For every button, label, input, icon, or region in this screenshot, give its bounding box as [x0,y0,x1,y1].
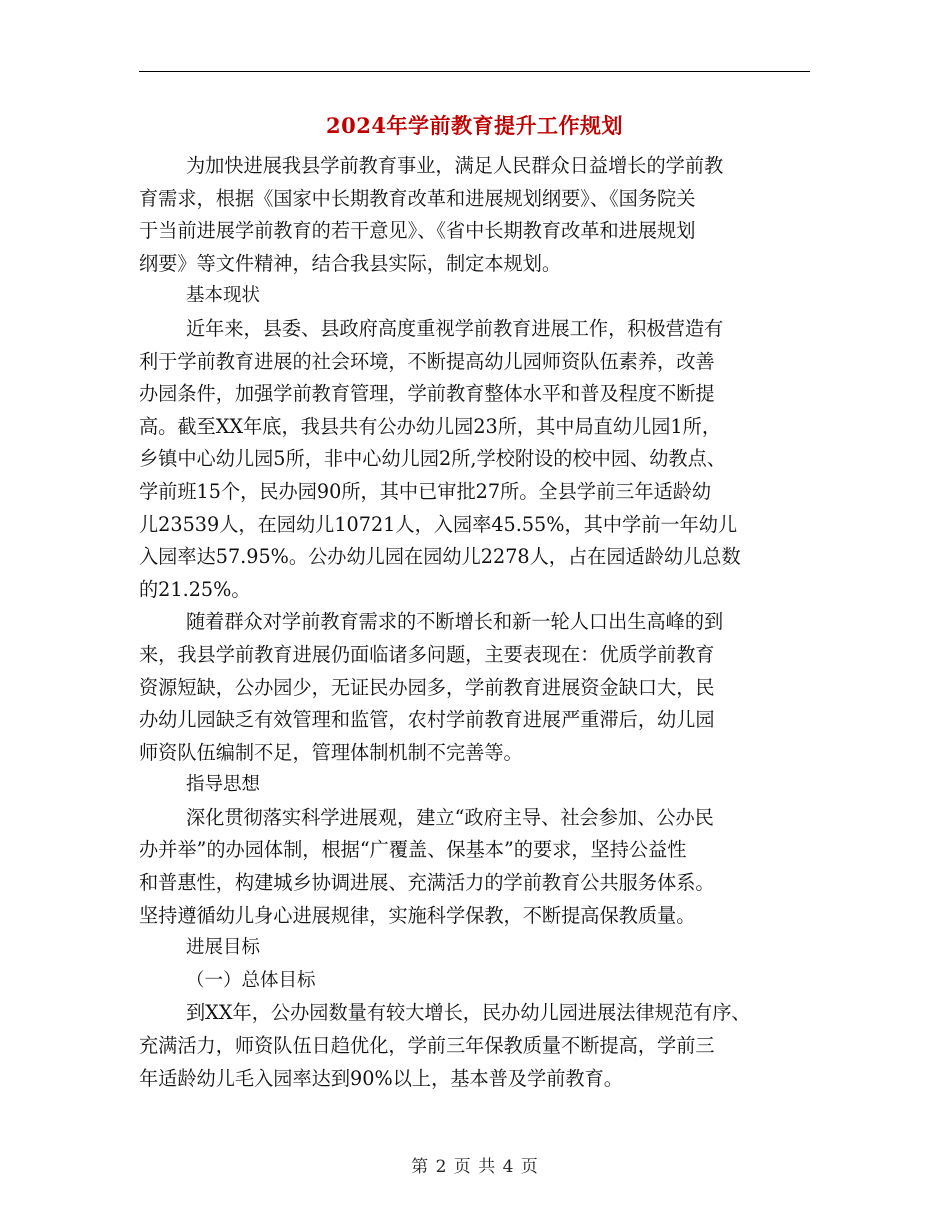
ideology-paragraph-line: 坚持遵循幼儿身心进展规律，实施科学保教，不断提高保教质量。 [139,903,696,927]
document-body [139,150,810,1095]
section-heading-development-goals: 进展目标 [186,937,261,959]
status-paragraph-line: 办园条件，加强学前教育管理，学前教育整体水平和普及程度不断提 [139,382,715,406]
document-title: 2024年学前教育提升工作规划 [326,113,623,138]
intro-paragraph-line: 育需求，根据《国家中长期教育改革和进展规划纲要》、《国务院关 [139,186,696,210]
status-paragraph-line: 学前班15个，民办园90所，其中已审批27所。全县学前三年适龄幼 [139,479,712,503]
problems-paragraph-line: 资源短缺，公办园少，无证民办园多，学前教育进展资金缺口大，民 [139,675,715,699]
status-paragraph-line: 乡镇中心幼儿园5所，非中心幼儿园2所,学校附设的校中园、幼教点、 [139,447,726,471]
header-rule [139,71,810,72]
intro-paragraph-line: 纲要》等文件精神，结合我县实际，制定本规划。 [139,251,562,275]
status-paragraph-line: 利于学前教育进展的社会环境，不断提高幼儿园师资队伍素养，改善 [139,349,715,373]
status-paragraph-line: 儿23539人，在园幼儿10721人，入园率45.55%，其中学前一年幼儿 [139,512,738,536]
section-heading-guiding-ideology: 指导思想 [186,774,261,796]
ideology-paragraph-line: 和普惠性，构建城乡协调进展、充满活力的学前教育公共服务体系。 [139,871,715,895]
problems-paragraph-line: 师资队伍编制不足，管理体制机制不完善等。 [139,740,523,764]
subsection-heading-overall-goal: （一）总体目标 [186,969,316,991]
problems-paragraph-line: 随着群众对学前教育需求的不断增长和新一轮人口出生高峰的到 [186,610,724,634]
status-paragraph-line: 的21.25%。 [139,577,251,601]
problems-paragraph-line: 来，我县学前教育进展仍面临诸多问题，主要表现在：优质学前教育 [139,642,715,666]
ideology-paragraph-line: 办并举”的办园体制，根据“广覆盖、保基本”的要求，坚持公益性 [139,838,687,862]
section-heading-current-status: 基本现状 [186,285,261,307]
goal-paragraph-line: 充满活力，师资队伍日趋优化，学前三年保教质量不断提高，学前三 [139,1034,715,1058]
status-paragraph-line: 近年来，县委、县政府高度重视学前教育进展工作，积极营造有 [186,316,724,340]
ideology-paragraph-line: 深化贯彻落实科学进展观，建立“政府主导、社会参加、公办民 [186,805,714,829]
status-paragraph-line: 入园率达57.95%。公办幼儿园在园幼儿2278人，占在园适龄幼儿总数 [139,545,741,569]
goal-paragraph-line: 年适龄幼儿毛入园率达到90%以上，基本普及学前教育。 [139,1066,623,1090]
problems-paragraph-line: 办幼儿园缺乏有效管理和监管，农村学前教育进展严重滞后，幼儿园 [139,708,715,732]
status-paragraph-line: 高。截至XX年底，我县共有公办幼儿园23所，其中局直幼儿园1所， [139,414,722,438]
page-number-footer: 第 2 页 共 4 页 [411,1157,539,1177]
intro-paragraph-line: 于当前进展学前教育的若干意见》、《省中长期教育改革和进展规划 [139,219,696,243]
intro-paragraph-line: 为加快进展我县学前教育事业，满足人民群众日益增长的学前教 [186,154,724,177]
goal-paragraph-line: 到XX年，公办园数量有较大增长，民办幼儿园进展法律规范有序、 [186,1001,751,1025]
